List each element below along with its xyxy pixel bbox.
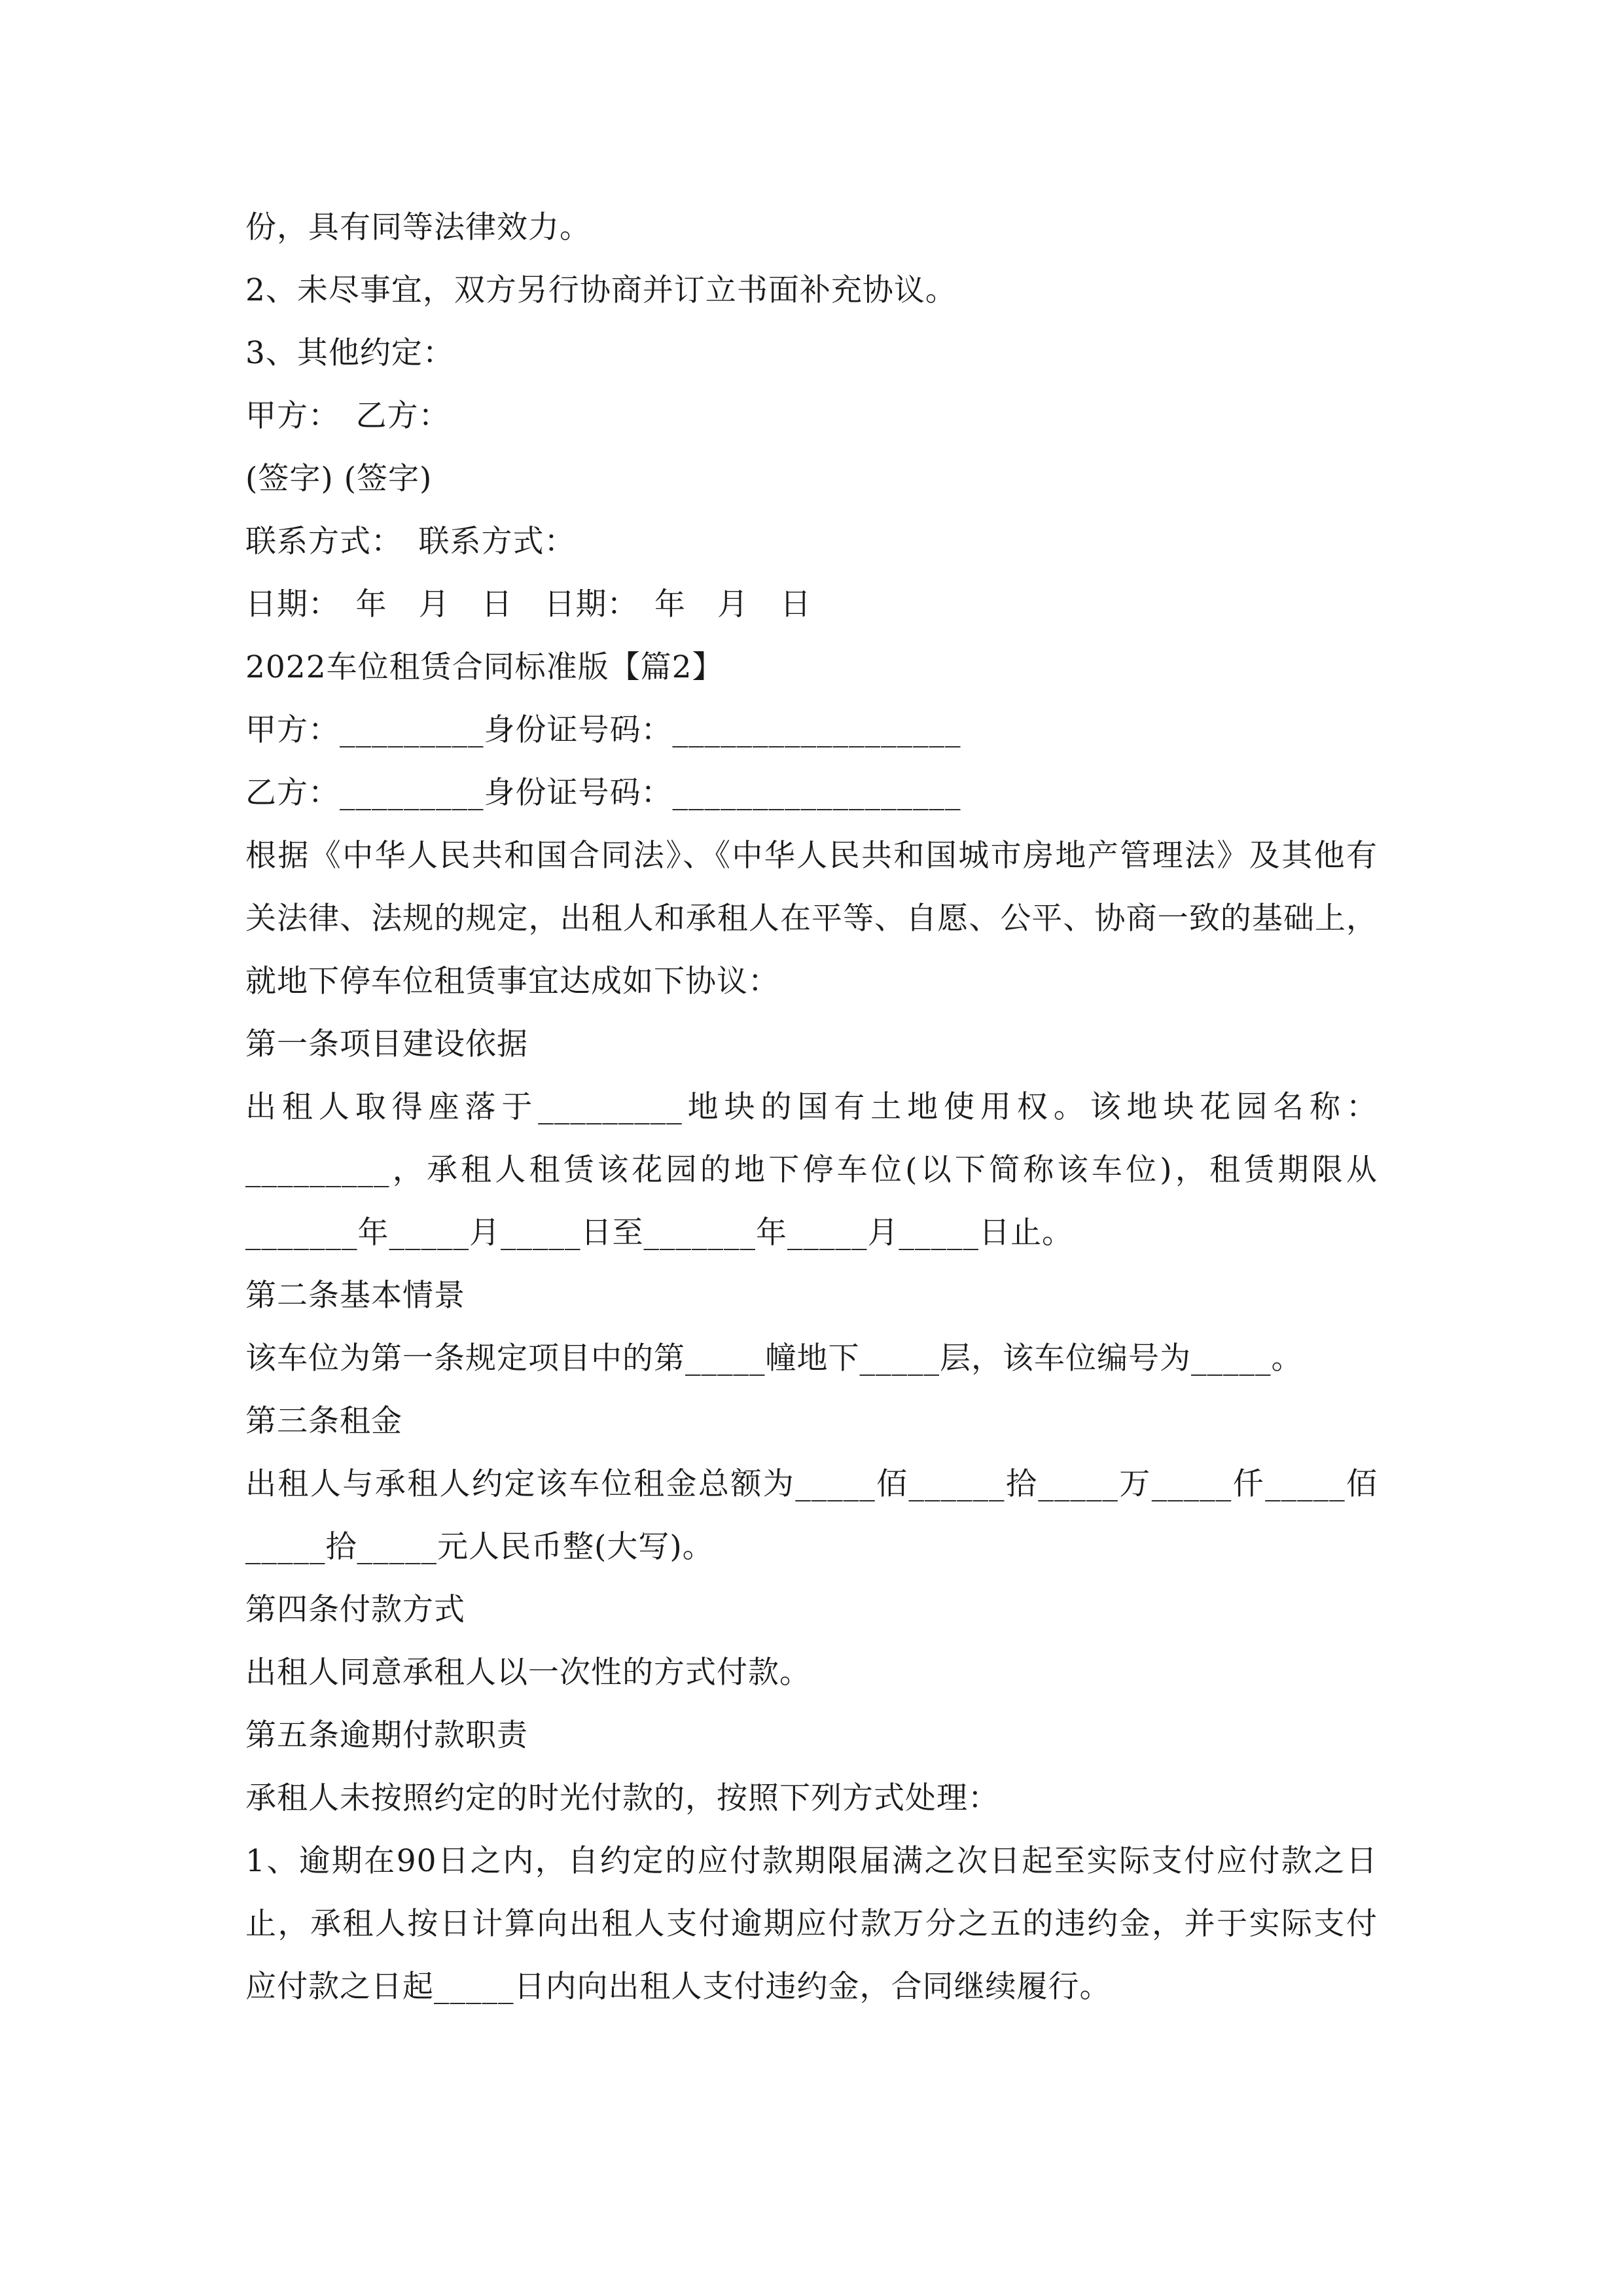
text-line: 甲方： 乙方：	[245, 398, 450, 434]
section-heading: 2022车位租赁合同标准版【篇2】	[245, 649, 724, 685]
text-line: 3、其他约定：	[245, 335, 454, 371]
text-line: 关法律、法规的规定，出租人和承租人在平等、自愿、公平、协商一致的基础上，	[245, 901, 1378, 937]
text-line: _________，承租人租赁该花园的地下停车位(以下简称该车位)，租赁期限从	[245, 1152, 1378, 1188]
text-line: 出租人同意承租人以一次性的方式付款。	[245, 1655, 811, 1691]
article-heading: 第五条逾期付款职责	[245, 1717, 528, 1753]
text-line: (签字) (签字)	[245, 461, 433, 497]
text-line: 日期： 年 月 日 日期： 年 月 日	[245, 586, 812, 622]
text-line: _______年_____月_____日至_______年_____月_____日止。	[245, 1215, 1073, 1251]
article-heading: 第二条基本情景	[245, 1278, 465, 1314]
text-line: _____拾_____元人民币整(大写)。	[245, 1529, 714, 1565]
text-line: 联系方式： 联系方式：	[245, 524, 576, 560]
text-line: 乙方：_________身份证号码：__________________	[245, 775, 961, 811]
article-heading: 第四条付款方式	[245, 1592, 465, 1628]
text-line: 根据《中华人民共和国合同法》、《中华人民共和国城市房地产管理法》及其他有	[245, 838, 1378, 874]
text-line: 止，承租人按日计算向出租人支付逾期应付款万分之五的违约金，并于实际支付	[245, 1906, 1378, 1942]
article-heading: 第三条租金	[245, 1403, 402, 1439]
text-line: 份，具有同等法律效力。	[245, 209, 591, 245]
text-line: 应付款之日起_____日内向出租人支付违约金，合同继续履行。	[245, 1969, 1111, 2005]
text-line: 甲方：_________身份证号码：__________________	[245, 712, 961, 748]
text-line: 1、逾期在90日之内，自约定的应付款期限届满之次日起至实际支付应付款之日	[245, 1843, 1378, 1879]
text-line: 承租人未按照约定的时光付款的，按照下列方式处理：	[245, 1780, 999, 1816]
article-heading: 第一条项目建设依据	[245, 1026, 528, 1062]
text-line: 2、未尽事宜，双方另行协商并订立书面补充协议。	[245, 272, 957, 308]
text-line: 就地下停车位租赁事宜达成如下协议：	[245, 963, 779, 999]
text-line: 出租人与承租人约定该车位租金总额为_____佰______拾_____万_____仟_____佰	[245, 1466, 1378, 1502]
text-line: 该车位为第一条规定项目中的第_____幢地下_____层，该车位编号为_____。	[245, 1340, 1303, 1376]
text-line: 出租人取得座落于_________地块的国有土地使用权。该地块花园名称：	[245, 1089, 1378, 1125]
